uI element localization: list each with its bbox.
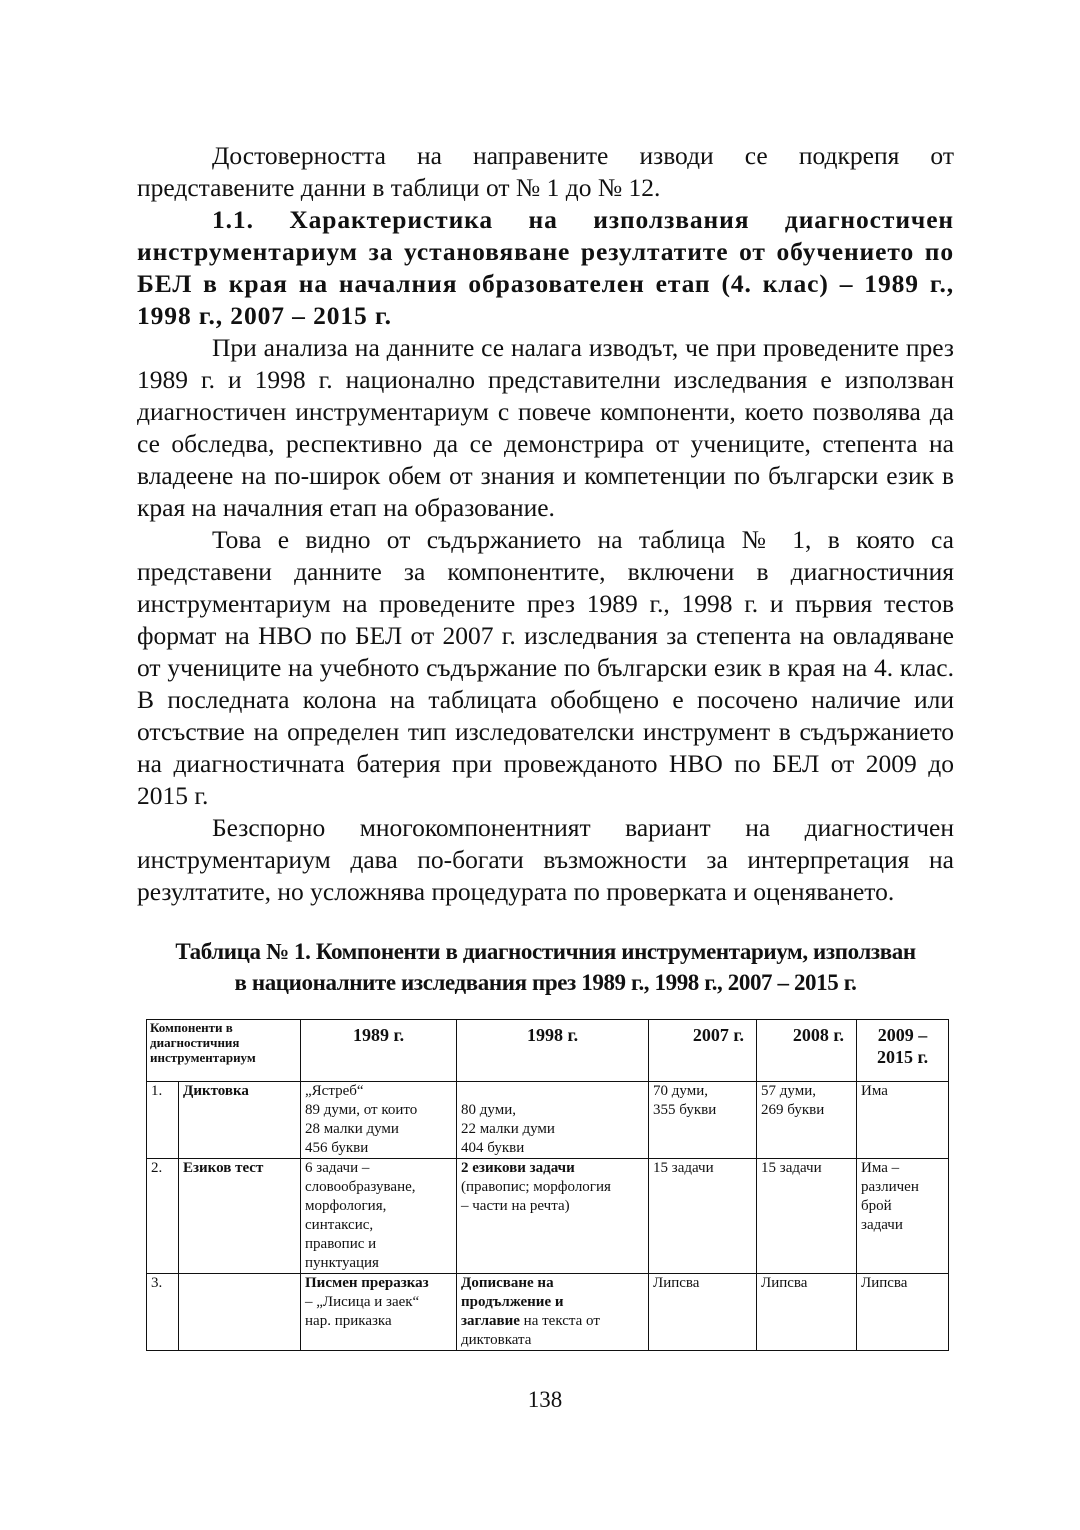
page-number: 138 [527,1387,563,1412]
row-2-1989-line-3: морфология, [305,1198,387,1214]
row-3-1998-bold-3: заглавие [461,1313,520,1329]
table-caption [137,936,954,998]
header-2007: 2007 г. [649,1020,757,1082]
row-1-1989 [301,1082,457,1159]
row-1-number: 1. [147,1082,179,1159]
row-3-1998 [457,1274,649,1351]
page-content [137,140,954,998]
row-1-1989-line-1: „Ястреб“ [305,1083,364,1099]
paragraph-4: Безспорно многокомпонентният вариант на диагностичен инструментариум дава по-богати възможности за интерпретация на резултатите, но усложнява процедурата по проверката и оценяването. [137,813,954,906]
row-3-number: 3. [147,1274,179,1351]
row-1-2007 [649,1082,757,1159]
row-1-name: Диктовка [179,1082,301,1159]
header-1989: 1989 г. [301,1020,457,1082]
row-2-name: Езиков тест [179,1159,301,1274]
row-3-1989-line-1: – „Лисица и заек“ [305,1294,420,1310]
row-2-1998-bold: 2 езикови задачи [461,1160,575,1176]
paragraph-3: Това е видно от съдържанието на таблица № 1, в която са представени данните за компонентите, включени в диагностичния инструментариум на проведените през 1989 г., 1998 г. и първия тестов формат на НВО по БЕЛ от 2007 г. изследвания за степента на овладяване от учениците на учебното съдържание по български език в края на 4. клас. В последната колона на таблицата обобщено е посочено наличие или отсъствие на определен тип изследователски инструмент в съдържанието на диагностичната батерия при провежданото НВО по БЕЛ от 2009 до 2015 г. [137,525,954,810]
header-1998: 1998 г. [457,1020,649,1082]
row-2-1989-line-6: пунктуация [305,1255,379,1271]
row-2-1989 [301,1159,457,1274]
row-3-1989-line-2: нар. приказка [305,1313,392,1329]
components-table [146,1019,949,1351]
table-row [147,1159,949,1274]
row-1-1989-line-2: 89 думи, от които [305,1102,418,1118]
row-3-2009-2015: Липсва [857,1274,949,1351]
row-2-1989-line-2: словообразуване, [305,1179,416,1195]
row-1-2008-line-1: 57 думи, [761,1083,816,1099]
row-1-2007-line-1: 70 думи, [653,1083,708,1099]
row-1-2009-2015: Има [857,1082,949,1159]
section-heading: 1.1. Характеристика на използвания диагностичен инструментариум за установяване резултатите от обучението по БЕЛ в края на началния образователен етап (4. клас) – 1989 г., 1998 г., 2007 – 2015 г. [137,205,954,330]
row-1-1998-line-3: 404 букви [461,1140,525,1156]
header-components: Компоненти в диагностичния инструментариум [147,1020,301,1082]
row-3-name [179,1274,301,1351]
header-2009-line-2: 2015 г. [876,1047,929,1067]
table-row [147,1082,949,1159]
header-2009-line-1: 2009 – [877,1025,928,1045]
row-3-2008: Липсва [757,1274,857,1351]
header-2009-2015 [857,1020,949,1082]
table-caption-line-2: в националните изследвания през 1989 г., 1998 г., 2007 – 2015 г. [234,970,857,995]
row-2-1989-line-5: правопис и [305,1236,377,1252]
row-2-1989-line-1: 6 задачи – [305,1160,370,1176]
row-1-1998 [457,1082,649,1159]
row-1-1998-line-1: 80 думи, [461,1102,516,1118]
row-3-2007: Липсва [649,1274,757,1351]
row-2-2009-line-2: различен [861,1179,919,1195]
row-2-number: 2. [147,1159,179,1274]
table-header-row [147,1020,949,1082]
row-1-2008-line-2: 269 букви [761,1102,825,1118]
row-2-2009-line-1: Има – [861,1160,900,1176]
row-2-1998-line-1: (правопис; морфология [461,1179,611,1195]
paragraph-2: При анализа на данните се налага изводът, че при проведените през 1989 г. и 1998 г. национално представителни изследвания е използван диагностичен инструментариум с повече компоненти, което позволява да се обследва, респективно да се демонстрира от учениците, степента на владеене на по-широк обем от знания и компетенции по български език в края на началния етап на образование. [137,333,954,522]
table-row [147,1274,949,1351]
row-2-1989-line-4: синтаксис, [305,1217,374,1233]
row-1-1998-line-2: 22 малки думи [461,1121,555,1137]
row-2-1998-line-2: – части на речта) [461,1198,570,1214]
row-1-2007-line-2: 355 букви [653,1102,717,1118]
row-3-1998-bold-2: продължение и [461,1294,564,1310]
paragraph-1: Достоверността на направените изводи се подкрепя от представените данни в таблици от № 1 до № 12. [137,141,954,202]
row-1-1989-line-3: 28 малки думи [305,1121,399,1137]
row-3-1998-tail: на текста от [519,1313,600,1329]
row-1-1989-line-4: 456 букви [305,1140,369,1156]
row-2-2008: 15 задачи [757,1159,857,1274]
row-2-2007: 15 задачи [649,1159,757,1274]
table-caption-line-1: Таблица № 1. Компоненти в диагностичния инструментариум, използван [175,939,916,964]
row-2-2009-line-3: брой [861,1198,892,1214]
header-2008: 2008 г. [757,1020,857,1082]
row-3-1998-bold-1: Дописване на [461,1275,554,1291]
row-3-1989 [301,1274,457,1351]
row-2-1998 [457,1159,649,1274]
row-3-1998-last: диктовката [461,1332,532,1348]
row-1-2008 [757,1082,857,1159]
row-2-2009-line-4: задачи [861,1217,903,1233]
row-3-1989-bold: Писмен преразказ [305,1275,429,1291]
row-2-2009-2015 [857,1159,949,1274]
